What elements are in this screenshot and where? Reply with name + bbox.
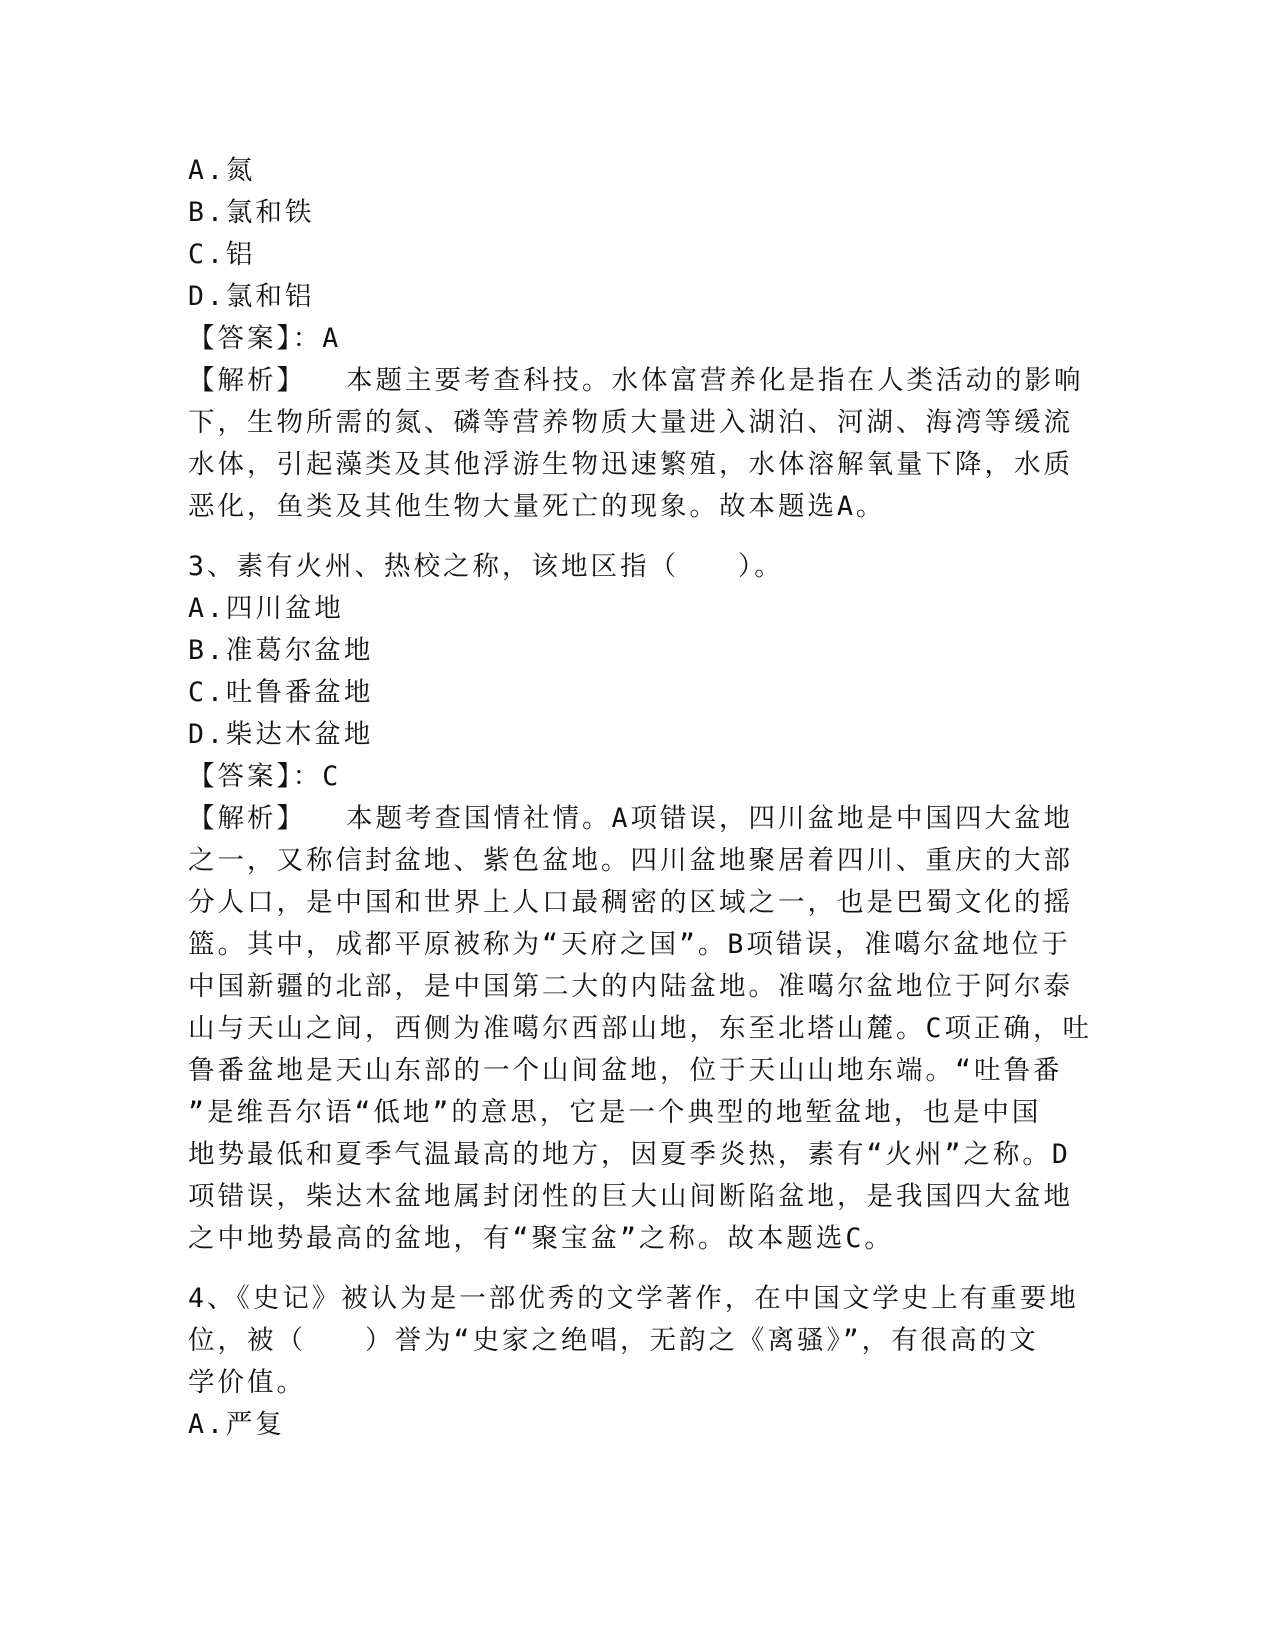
option-d: D.氯和铝 (188, 281, 315, 312)
analysis-line: 恶化，鱼类及其他生物大量死亡的现象。故本题选A。 (188, 491, 886, 522)
analysis-line: 篮。其中，成都平原被称为“天府之国”。B项错误，准噶尔盆地位于 (188, 929, 1071, 960)
option-b: B.准葛尔盆地 (188, 635, 374, 666)
analysis-line: 分人口，是中国和世界上人口最稠密的区域之一，也是巴蜀文化的摇 (188, 887, 1073, 918)
answer-line (188, 756, 1088, 798)
analysis-line (188, 360, 1088, 402)
option-d: D.柴达木盆地 (188, 719, 374, 750)
analysis-line: 水体，引起藻类及其他浮游生物迅速繁殖，水体溶解氧量下降，水质 (188, 449, 1073, 480)
analysis-line: 地势最低和夏季气温最高的地方，因夏季炎热，素有“火州”之称。D (188, 1139, 1071, 1170)
analysis-text: 本题考查国情社情。A项错误，四川盆地是中国四大盆地 (346, 803, 1073, 834)
answer-value: A (322, 323, 342, 354)
analysis-line: 之一，又称信封盆地、紫色盆地。四川盆地聚居着四川、重庆的大部 (188, 845, 1073, 876)
analysis-line: 中国新疆的北部，是中国第二大的内陆盆地。准噶尔盆地位于阿尔泰 (188, 971, 1073, 1002)
analysis-line: 鲁番盆地是天山东部的一个山间盆地，位于天山山地东端。“吐鲁番 (188, 1055, 1063, 1086)
analysis-label: 【解析】 (188, 803, 306, 834)
option-a: A.四川盆地 (188, 593, 344, 624)
analysis-label: 【解析】 (188, 365, 306, 396)
analysis-line: 下，生物所需的氮、磷等营养物质大量进入湖泊、河湖、海湾等缓流 (188, 407, 1073, 438)
option-c: C.铝 (188, 239, 256, 270)
option-c: C.吐鲁番盆地 (188, 677, 374, 708)
question-2-block (188, 150, 1088, 528)
answer-label: 【答案】： (188, 323, 323, 354)
question-text: 位，被（ ）誉为“史家之绝唱，无韵之《离骚》”，有很高的文 (188, 1325, 1039, 1356)
question-text: 学价值。 (188, 1367, 306, 1398)
option-a: A.严复 (188, 1409, 285, 1440)
question-text: 4、《史记》被认为是一部优秀的文学著作，在中国文学史上有重要地 (188, 1283, 1079, 1314)
analysis-text: 本题主要考查科技。水体富营养化是指在人类活动的影响 (346, 365, 1084, 396)
question-4-block (188, 1278, 1088, 1446)
analysis-line (188, 798, 1088, 840)
answer-value: C (322, 761, 342, 792)
analysis-line: 之中地势最高的盆地，有“聚宝盆”之称。故本题选C。 (188, 1223, 894, 1254)
document-page (188, 150, 1092, 1446)
question-3-block (188, 546, 1092, 1260)
option-b: B.氯和铁 (188, 197, 315, 228)
analysis-line: ”是维吾尔语“低地”的意思，它是一个典型的地堑盆地，也是中国 (188, 1097, 1042, 1128)
analysis-line: 山与天山之间，西侧为准噶尔西部山地，东至北塔山麓。C项正确，吐 (188, 1013, 1092, 1044)
question-text: 3、素有火州、热校之称，该地区指（ ）。 (188, 551, 784, 582)
analysis-line: 项错误，柴达木盆地属封闭性的巨大山间断陷盆地，是我国四大盆地 (188, 1181, 1073, 1212)
option-a: A.氮 (188, 155, 256, 186)
answer-line (188, 318, 1088, 360)
answer-label: 【答案】： (188, 761, 323, 792)
